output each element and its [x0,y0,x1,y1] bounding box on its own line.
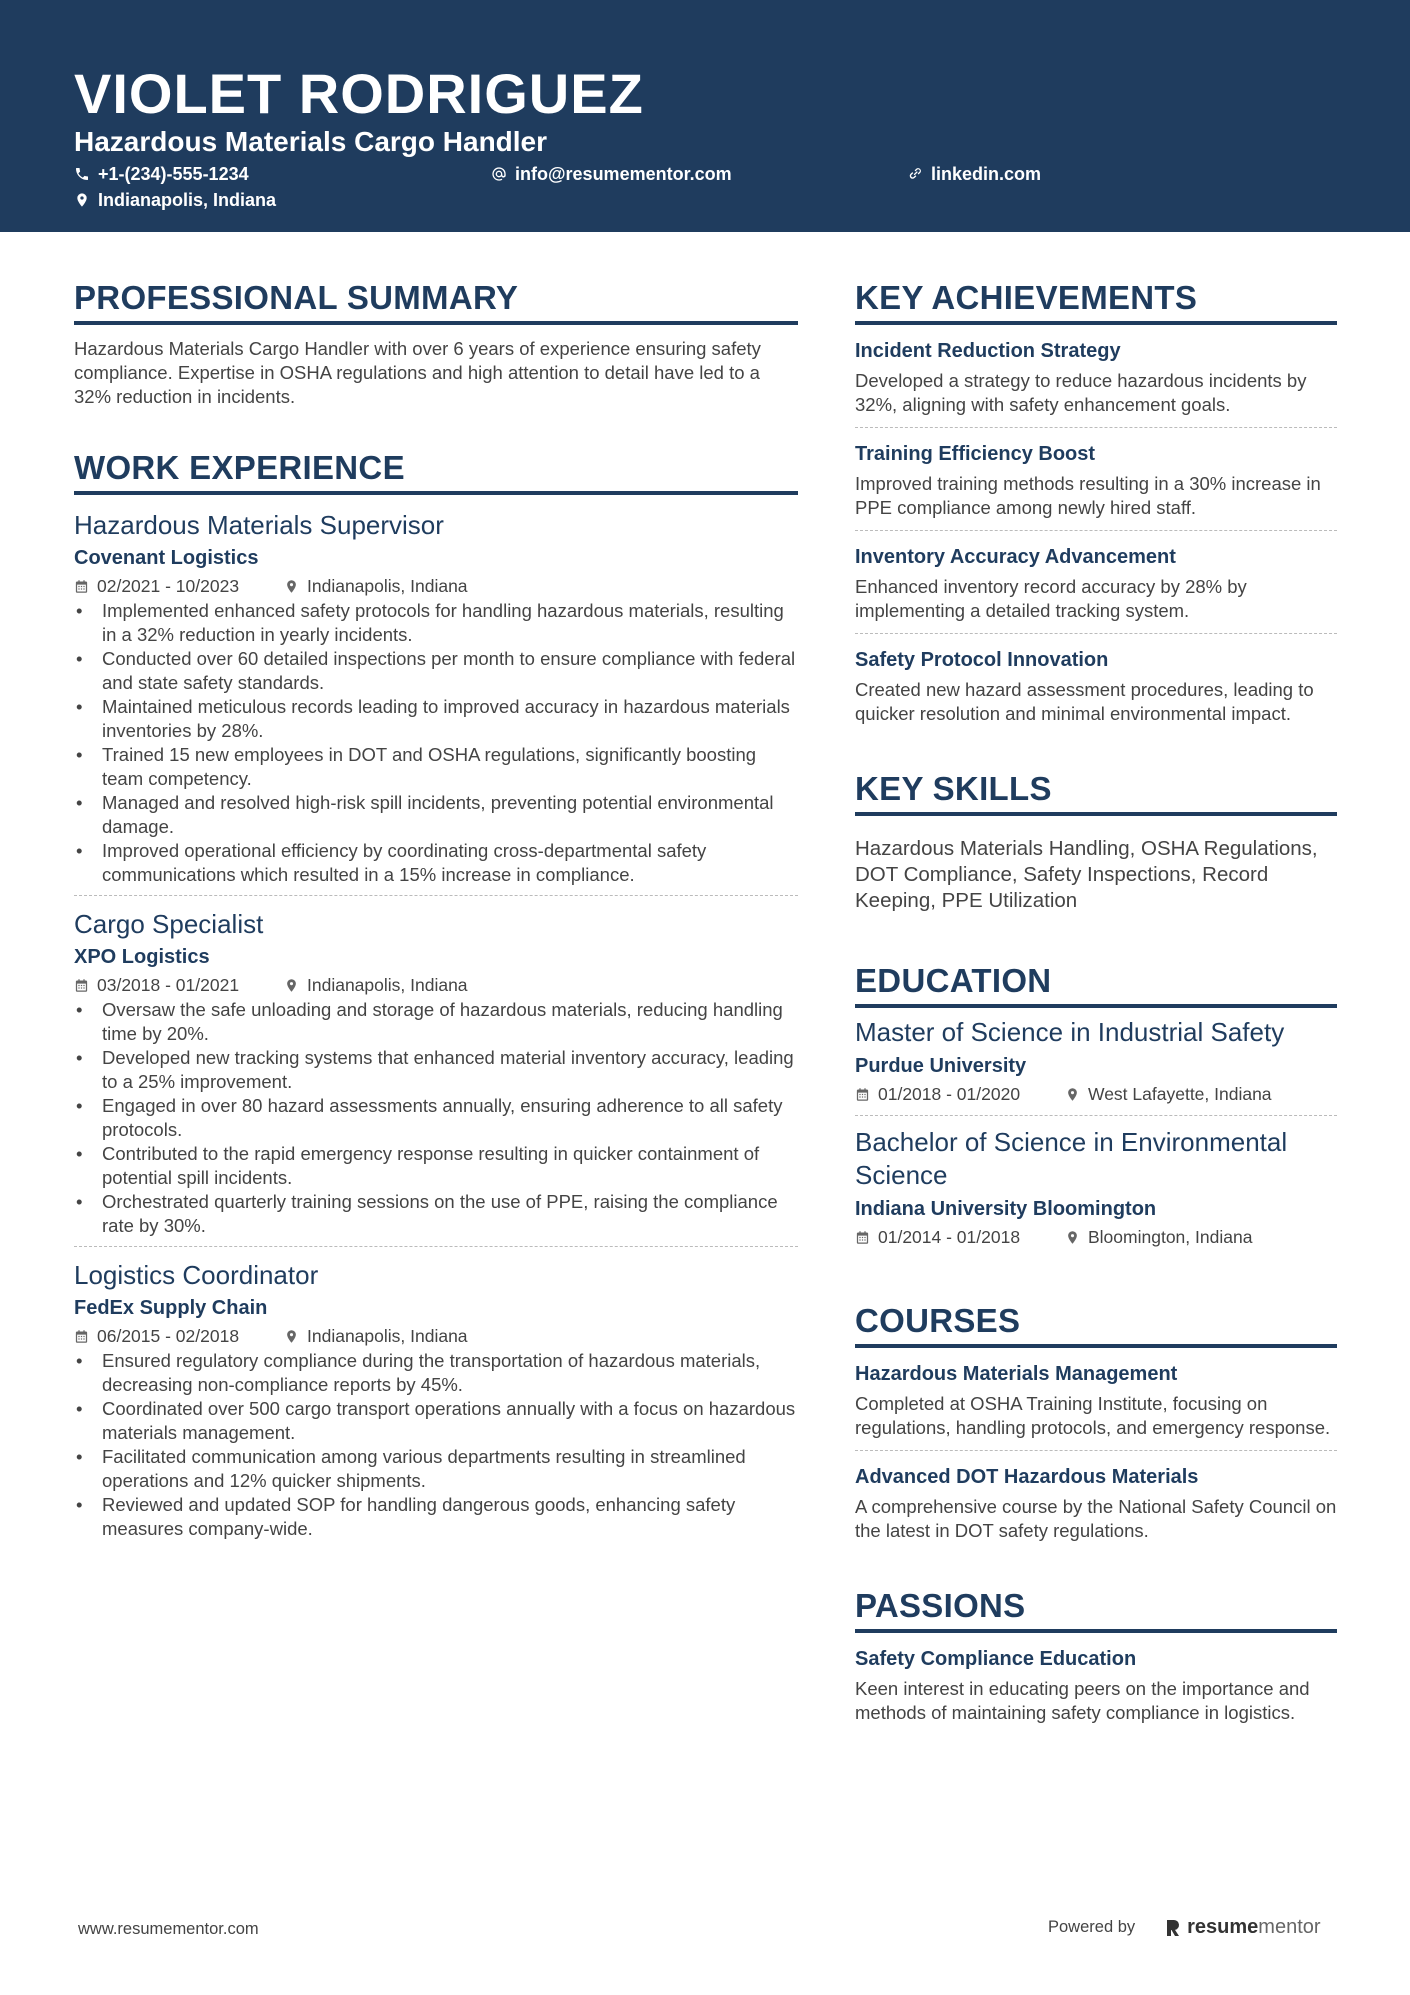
phone-text: +1-(234)-555-1234 [98,164,249,184]
course-text: Completed at OSHA Training Institute, focusing on regulations, handling protocols, and emergency response. [855,1393,1331,1438]
skills-text: Hazardous Materials Handling, OSHA Regulations, DOT Compliance, Safety Inspections, Record Keeping, PPE Utilization [855,837,1318,912]
achievements-section [855,275,1337,736]
achievements-heading: KEY ACHIEVEMENTS [855,275,1337,325]
location-pin-icon [284,978,299,993]
education-dates: 01/2014 - 01/2018 [878,1227,1021,1247]
achievement-text: Developed a strategy to reduce hazardous incidents by 32%, aligning with safety enhancement goals. [855,370,1307,415]
bullet-item: • Reviewed and updated SOP for handling dangerous goods, enhancing safety measures company-wide. [74,1493,798,1541]
education-item [855,1126,1337,1258]
education-degree: Bachelor of Science in Environmental Science [855,1127,1288,1190]
contact-location [74,188,276,212]
contact-phone[interactable] [74,162,249,186]
achievement-item [855,440,1337,531]
education-section [855,958,1337,1258]
summary-text: Hazardous Materials Cargo Handler with over 6 years of experience ensuring safety compliance. Expertise in OSHA regulations and high attention to detail have led to a 32% reduction in incidents. [74,338,761,407]
location-pin-icon [1065,1087,1080,1102]
education-meta [855,1081,1337,1107]
job-meta [74,972,798,998]
contact-email[interactable] [491,162,732,186]
bullet-item: • Orchestrated quarterly training sessions on the use of PPE, raising the compliance rate by 30%. [74,1190,798,1238]
job-location: Indianapolis, Indiana [307,975,468,995]
achievement-text: Improved training methods resulting in a 30% increase in PPE compliance among newly hired staff. [855,473,1321,518]
passions-section [855,1583,1337,1735]
location-text: Indianapolis, Indiana [98,190,277,210]
bullet-item: • Conducted over 60 detailed inspections per month to ensure compliance with federal and state safety standards. [74,647,798,695]
summary-section [74,275,798,409]
resume-header [0,0,1410,232]
brand-bold: resume [1187,1916,1259,1938]
job-company: XPO Logistics [74,946,210,968]
job-dates: 03/2018 - 01/2021 [97,975,240,995]
email-text: info@resumementor.com [515,164,732,184]
calendar-icon [74,579,89,594]
achievement-text: Enhanced inventory record accuracy by 28% by implementing a detailed tracking system. [855,576,1247,621]
brand-light: mentor [1258,1916,1321,1938]
education-location: Bloomington, Indiana [1088,1227,1253,1247]
job-bullets [74,1349,798,1541]
courses-section [855,1298,1337,1553]
education-dates: 01/2018 - 01/2020 [878,1084,1021,1104]
powered-by-label: Powered by [1048,1918,1136,1936]
achievement-title: Incident Reduction Strategy [855,340,1121,362]
left-column [74,275,798,1559]
skills-section [855,766,1337,914]
bullet-item: • Maintained meticulous records leading to improved accuracy in hazardous materials inventories by 28%. [74,695,798,743]
achievement-item [855,543,1337,634]
experience-section [74,445,798,1549]
education-location: West Lafayette, Indiana [1088,1084,1272,1104]
passions-heading: PASSIONS [855,1583,1337,1633]
passion-item [855,1645,1337,1735]
at-icon [491,166,507,182]
achievement-title: Safety Protocol Innovation [855,649,1109,671]
achievement-text: Created new hazard assessment procedures, leading to quicker resolution and minimal environmental impact. [855,679,1314,724]
job-company: Covenant Logistics [74,547,259,569]
job-bullets [74,599,798,887]
course-item [855,1463,1337,1553]
course-item [855,1360,1337,1451]
job-meta [74,1323,798,1349]
brand-logo[interactable] [1165,1916,1320,1939]
location-pin-icon [284,579,299,594]
phone-icon [74,166,90,182]
courses-heading: COURSES [855,1298,1337,1348]
footer-website[interactable]: www.resumementor.com [78,1920,259,1938]
achievement-item [855,337,1337,428]
right-column [855,275,1337,1747]
job-location: Indianapolis, Indiana [307,1326,468,1346]
job-title: Hazardous Materials Supervisor [74,510,444,540]
job-entry [74,507,798,896]
bullet-item: • Oversaw the safe unloading and storage of hazardous materials, reducing handling time by 20%. [74,998,798,1046]
achievement-item [855,646,1337,736]
job-location: Indianapolis, Indiana [307,576,468,596]
bullet-item: • Implemented enhanced safety protocols for handling hazardous materials, resulting in a 32% reduction in yearly incidents. [74,599,798,647]
calendar-icon [855,1230,870,1245]
linkedin-text: linkedin.com [931,164,1042,184]
resumementor-logo-icon [1165,1918,1181,1938]
bullet-item: • Developed new tracking systems that enhanced material inventory accuracy, leading to a 25% improvement. [74,1046,798,1094]
candidate-name: VIOLET RODRIGUEZ [74,62,644,125]
bullet-item: • Facilitated communication among various departments resulting in streamlined operations and 12% quicker shipments. [74,1445,798,1493]
education-school: Indiana University Bloomington [855,1198,1157,1220]
job-company: FedEx Supply Chain [74,1297,268,1319]
candidate-title: Hazardous Materials Cargo Handler [74,126,548,157]
passion-text: Keen interest in educating peers on the importance and methods of maintaining safety compliance in logistics. [855,1678,1310,1723]
passion-title: Safety Compliance Education [855,1648,1137,1670]
bullet-item: • Contributed to the rapid emergency response resulting in quicker containment of potential spill incidents. [74,1142,798,1190]
skills-heading: KEY SKILLS [855,766,1337,816]
education-meta [855,1224,1337,1250]
summary-heading: PROFESSIONAL SUMMARY [74,275,798,325]
course-text: A comprehensive course by the National Safety Council on the latest in DOT safety regulations. [855,1496,1337,1541]
bullet-item: • Coordinated over 500 cargo transport operations annually with a focus on hazardous materials management. [74,1397,798,1445]
location-pin-icon [284,1329,299,1344]
job-title: Logistics Coordinator [74,1260,319,1290]
course-title: Advanced DOT Hazardous Materials [855,1466,1199,1488]
education-degree: Master of Science in Industrial Safety [855,1017,1285,1047]
footer-powered-by [1048,1916,1321,1939]
location-pin-icon [1065,1230,1080,1245]
education-school: Purdue University [855,1055,1027,1077]
location-pin-icon [74,192,90,208]
calendar-icon [74,978,89,993]
achievement-title: Training Efficiency Boost [855,443,1096,465]
bullet-item: • Managed and resolved high-risk spill incidents, preventing potential environmental damage. [74,791,798,839]
link-icon [907,166,923,182]
calendar-icon [855,1087,870,1102]
job-entry [74,1257,798,1549]
achievement-title: Inventory Accuracy Advancement [855,546,1176,568]
job-dates: 06/2015 - 02/2018 [97,1326,240,1346]
course-title: Hazardous Materials Management [855,1363,1178,1385]
job-meta [74,573,798,599]
calendar-icon [74,1329,89,1344]
bullet-item: • Improved operational efficiency by coordinating cross-departmental safety communications which resulted in a 15% increase in compliance. [74,839,798,887]
bullet-item: • Engaged in over 80 hazard assessments annually, ensuring adherence to all safety protocols. [74,1094,798,1142]
job-title: Cargo Specialist [74,909,264,939]
job-bullets [74,998,798,1238]
job-entry [74,906,798,1247]
experience-heading: WORK EXPERIENCE [74,445,798,495]
bullet-item: • Trained 15 new employees in DOT and OSHA regulations, significantly boosting team competency. [74,743,798,791]
education-item [855,1016,1337,1116]
job-dates: 02/2021 - 10/2023 [97,576,240,596]
bullet-item: • Ensured regulatory compliance during the transportation of hazardous materials, decreasing non-compliance reports by 45%. [74,1349,798,1397]
education-heading: EDUCATION [855,958,1337,1008]
contact-linkedin[interactable] [907,162,1041,186]
